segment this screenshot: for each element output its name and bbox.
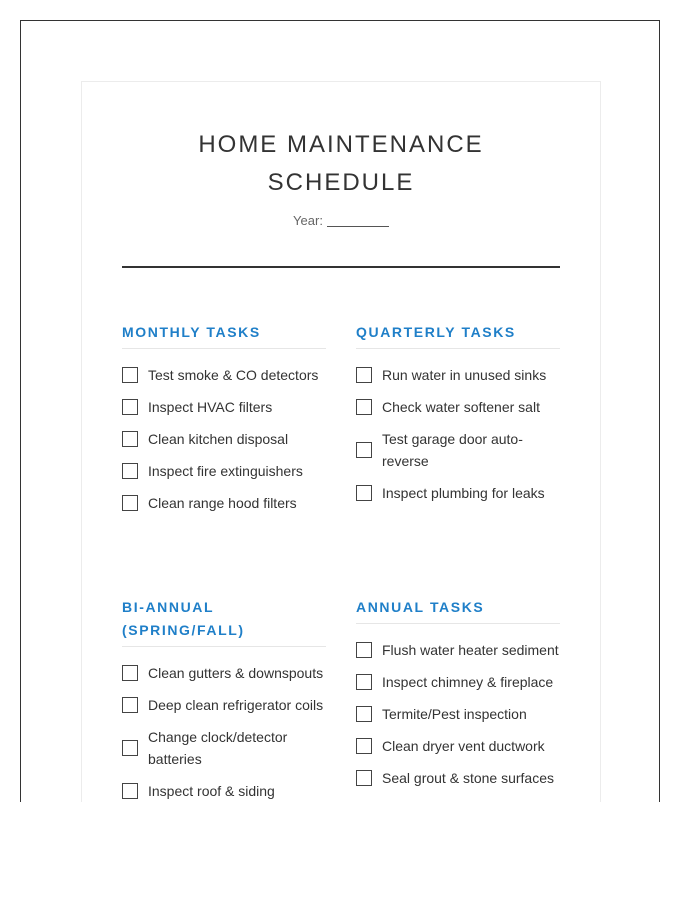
task-label: Clean kitchen disposal <box>148 431 289 447</box>
task-checkbox[interactable] <box>122 783 138 799</box>
task-checkbox[interactable] <box>122 665 138 681</box>
header-divider <box>122 266 560 268</box>
task-checkbox[interactable] <box>122 495 138 511</box>
task-label: Inspect chimney & fireplace <box>382 674 554 690</box>
task-label: Clean dryer vent ductwork <box>382 738 545 754</box>
section-title-quarterly: QUARTERLY TASKS <box>356 321 560 349</box>
task-label: Change clock/detector batteries <box>148 729 288 767</box>
task-item <box>356 396 560 418</box>
section-title-monthly: MONTHLY TASKS <box>122 321 326 349</box>
section-title-annual: ANNUAL TASKS <box>356 596 560 624</box>
task-item <box>122 396 326 418</box>
task-label: Inspect HVAC filters <box>148 399 273 415</box>
year-blank-line[interactable] <box>327 214 389 227</box>
task-checkbox[interactable] <box>356 399 372 415</box>
task-item <box>356 482 560 504</box>
task-item <box>122 726 326 770</box>
schedule-card <box>81 81 601 802</box>
task-checkbox[interactable] <box>122 399 138 415</box>
title-line-2: SCHEDULE <box>267 169 415 196</box>
task-label: Inspect plumbing for leaks <box>382 485 545 501</box>
task-checkbox[interactable] <box>356 770 372 786</box>
task-checkbox[interactable] <box>356 738 372 754</box>
task-checkbox[interactable] <box>356 367 372 383</box>
task-label: Inspect roof & siding <box>148 783 275 799</box>
section-monthly <box>122 321 326 524</box>
task-checkbox[interactable] <box>356 674 372 690</box>
task-checkbox[interactable] <box>356 442 372 458</box>
task-label: Run water in unused sinks <box>382 367 547 383</box>
title-line-1: HOME MAINTENANCE <box>198 131 484 158</box>
section-biannual <box>122 596 326 802</box>
task-item <box>356 364 560 386</box>
task-item <box>122 662 326 684</box>
task-checkbox[interactable] <box>122 697 138 713</box>
task-label: Seal grout & stone surfaces <box>382 770 554 786</box>
task-item <box>356 767 560 789</box>
task-list-biannual <box>122 662 326 802</box>
task-list-monthly <box>122 364 326 514</box>
task-item <box>122 364 326 386</box>
task-checkbox[interactable] <box>122 740 138 756</box>
section-quarterly <box>356 321 560 514</box>
task-item <box>356 671 560 693</box>
section-title-biannual: BI-ANNUAL (SPRING/FALL) <box>122 596 326 647</box>
task-item <box>356 428 560 472</box>
section-annual <box>356 596 560 799</box>
task-label: Clean gutters & downspouts <box>148 665 324 681</box>
task-item <box>122 694 326 716</box>
task-item <box>122 428 326 450</box>
task-label: Inspect fire extinguishers <box>148 463 303 479</box>
task-label: Deep clean refrigerator coils <box>148 697 324 713</box>
task-checkbox[interactable] <box>122 431 138 447</box>
task-item <box>122 460 326 482</box>
task-label: Clean range hood filters <box>148 495 297 511</box>
task-item <box>356 735 560 757</box>
task-label: Check water softener salt <box>382 399 540 415</box>
task-label: Termite/Pest inspection <box>382 706 527 722</box>
task-list-quarterly <box>356 364 560 504</box>
year-label: Year: <box>293 213 323 228</box>
page-frame <box>20 20 660 802</box>
task-checkbox[interactable] <box>356 485 372 501</box>
task-checkbox[interactable] <box>356 642 372 658</box>
task-label: Flush water heater sediment <box>382 642 559 658</box>
task-item <box>122 492 326 514</box>
task-label: Test garage door auto-reverse <box>382 431 523 469</box>
task-item <box>122 780 326 802</box>
page-title <box>82 126 600 202</box>
task-checkbox[interactable] <box>122 367 138 383</box>
task-list-annual <box>356 639 560 789</box>
task-checkbox[interactable] <box>122 463 138 479</box>
task-item <box>356 703 560 725</box>
year-field <box>82 213 600 228</box>
task-item <box>356 639 560 661</box>
task-label: Test smoke & CO detectors <box>148 367 319 383</box>
task-checkbox[interactable] <box>356 706 372 722</box>
